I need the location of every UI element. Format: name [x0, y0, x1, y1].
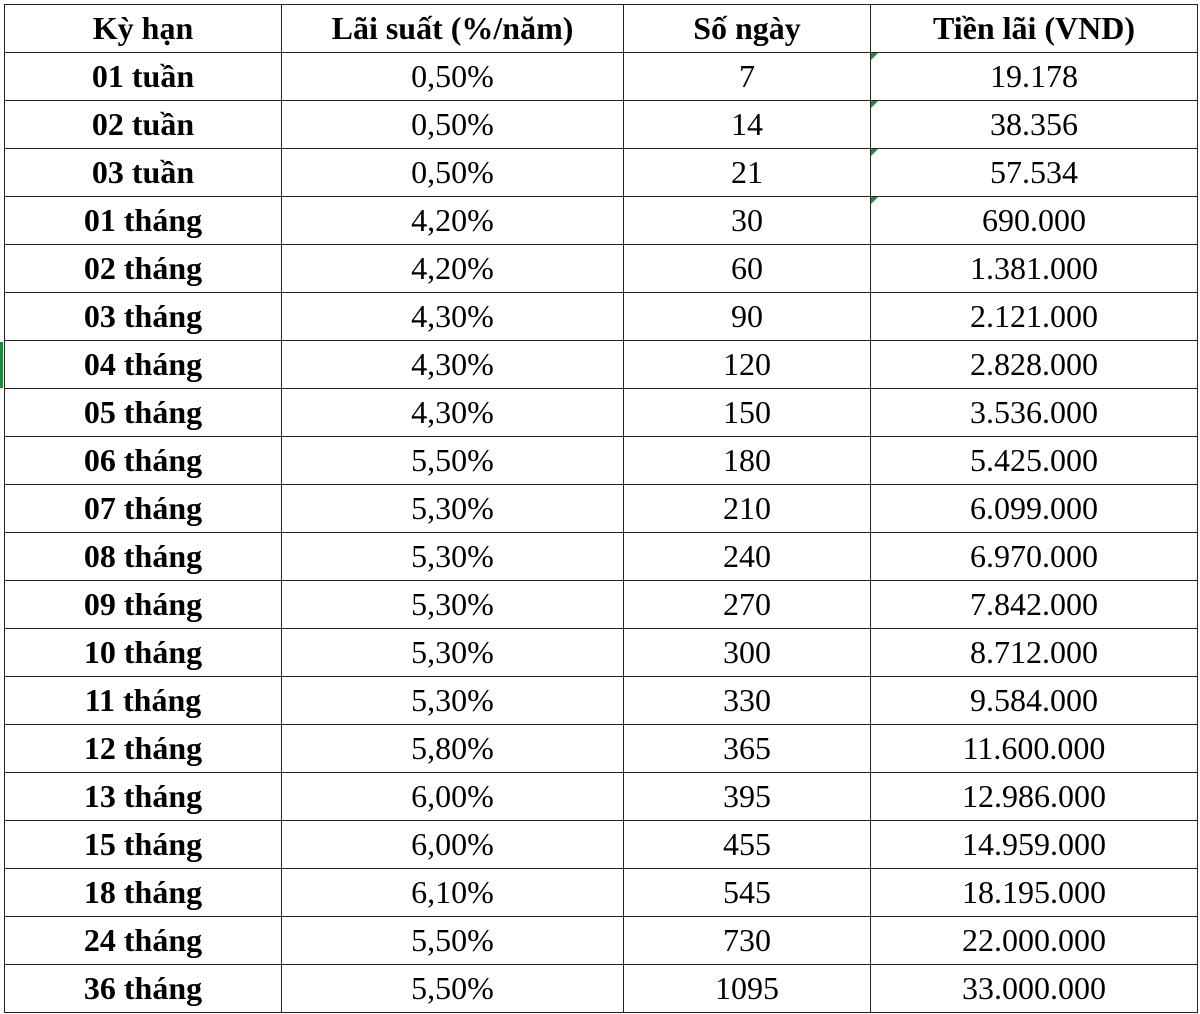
cell-interest[interactable] — [871, 341, 1198, 389]
cell-interest-text: 690.000 — [982, 202, 1086, 238]
cell-comment-marker-icon[interactable] — [871, 149, 878, 156]
cell-days-text: 395 — [723, 778, 771, 814]
cell-days-text: 1095 — [715, 970, 779, 1006]
cell-interest[interactable] — [871, 293, 1198, 341]
cell-interest-text: 6.970.000 — [970, 538, 1098, 574]
cell-interest-text: 18.195.000 — [962, 874, 1106, 910]
cell-days[interactable] — [624, 149, 871, 197]
cell-interest-text: 22.000.000 — [962, 922, 1106, 958]
cell-days[interactable] — [624, 917, 871, 965]
cell-term-text: 03 tháng — [83, 298, 203, 334]
cell-term[interactable] — [5, 293, 282, 341]
cell-term-text: 18 tháng — [83, 874, 203, 910]
cell-interest[interactable] — [871, 629, 1198, 677]
header-term[interactable]: Kỳ hạn — [5, 5, 282, 53]
cell-term-text: 05 tháng — [83, 394, 203, 430]
cell-rate[interactable] — [282, 533, 624, 581]
cell-term-text: 01 tuần — [91, 58, 195, 94]
cell-interest[interactable] — [871, 101, 1198, 149]
cell-term[interactable] — [5, 101, 282, 149]
cell-rate-text: 5,30% — [411, 682, 494, 718]
cell-interest[interactable] — [871, 245, 1198, 293]
cell-term-text: 07 tháng — [83, 490, 203, 526]
cell-rate[interactable] — [282, 629, 624, 677]
cell-days-text: 150 — [723, 394, 771, 430]
cell-days[interactable] — [624, 533, 871, 581]
cell-rate[interactable] — [282, 581, 624, 629]
cell-term-text: 02 tháng — [83, 250, 203, 286]
cell-rate-text: 5,80% — [411, 730, 494, 766]
cell-rate-text: 5,30% — [411, 586, 494, 622]
cell-rate[interactable] — [282, 725, 624, 773]
cell-days[interactable] — [624, 485, 871, 533]
cell-days-text: 240 — [723, 538, 771, 574]
cell-term[interactable] — [5, 581, 282, 629]
cell-rate-text: 6,10% — [411, 874, 494, 910]
cell-term-text: 11 tháng — [84, 682, 202, 718]
cell-term[interactable] — [5, 485, 282, 533]
cell-term-text: 01 tháng — [83, 202, 203, 238]
cell-days-text: 300 — [723, 634, 771, 670]
cell-term[interactable] — [5, 389, 282, 437]
cell-interest[interactable] — [871, 437, 1198, 485]
cell-days-text: 270 — [723, 586, 771, 622]
cell-interest-text: 14.959.000 — [962, 826, 1106, 862]
cell-interest[interactable] — [871, 725, 1198, 773]
cell-days[interactable] — [624, 245, 871, 293]
cell-rate[interactable] — [282, 149, 624, 197]
cell-days[interactable] — [624, 437, 871, 485]
cell-days[interactable] — [624, 197, 871, 245]
cell-days-text: 14 — [731, 106, 763, 142]
cell-comment-marker-icon[interactable] — [871, 197, 878, 204]
cell-days[interactable] — [624, 341, 871, 389]
cell-interest-text: 7.842.000 — [970, 586, 1098, 622]
cell-days[interactable] — [624, 53, 871, 101]
cell-rate[interactable] — [282, 341, 624, 389]
cell-term[interactable] — [5, 677, 282, 725]
cell-interest[interactable] — [871, 677, 1198, 725]
cell-days-text: 90 — [731, 298, 763, 334]
cell-days[interactable] — [624, 389, 871, 437]
cell-interest-text: 19.178 — [990, 58, 1078, 94]
cell-days-text: 7 — [739, 58, 755, 94]
cell-interest-text: 12.986.000 — [962, 778, 1106, 814]
cell-term[interactable] — [5, 533, 282, 581]
cell-interest[interactable] — [871, 917, 1198, 965]
table-row — [5, 293, 1198, 341]
cell-days-text: 330 — [723, 682, 771, 718]
table-row — [5, 485, 1198, 533]
cell-interest-text: 3.536.000 — [970, 394, 1098, 430]
cell-days-text: 545 — [723, 874, 771, 910]
cell-term[interactable] — [5, 149, 282, 197]
cell-rate[interactable] — [282, 917, 624, 965]
cell-interest-text: 6.099.000 — [970, 490, 1098, 526]
cell-days-text: 60 — [731, 250, 763, 286]
cell-interest-text: 57.534 — [990, 154, 1078, 190]
cell-days-text: 210 — [723, 490, 771, 526]
cell-rate[interactable] — [282, 101, 624, 149]
cell-term[interactable] — [5, 869, 282, 917]
cell-term[interactable] — [5, 629, 282, 677]
cell-rate[interactable] — [282, 677, 624, 725]
table-row — [5, 821, 1198, 869]
cell-term-text: 12 tháng — [83, 730, 203, 766]
cell-term[interactable] — [5, 437, 282, 485]
table-row — [5, 869, 1198, 917]
cell-days-text: 455 — [723, 826, 771, 862]
cell-term[interactable] — [5, 725, 282, 773]
cell-days[interactable] — [624, 821, 871, 869]
header-row — [5, 5, 1198, 53]
cell-days[interactable] — [624, 773, 871, 821]
cell-rate-text: 4,20% — [411, 250, 494, 286]
cell-term-text: 08 tháng — [83, 538, 203, 574]
table-row — [5, 725, 1198, 773]
cell-days[interactable] — [624, 869, 871, 917]
cell-days[interactable] — [624, 677, 871, 725]
cell-rate[interactable] — [282, 869, 624, 917]
interest-rate-table — [4, 4, 1198, 1013]
cell-rate-text: 5,30% — [411, 538, 494, 574]
cell-rate[interactable] — [282, 53, 624, 101]
table-row — [5, 341, 1198, 389]
cell-term-text: 15 tháng — [83, 826, 203, 862]
cell-days-text: 30 — [731, 202, 763, 238]
cell-rate-text: 4,20% — [411, 202, 494, 238]
cell-interest-text: 33.000.000 — [962, 970, 1106, 1006]
cell-interest-text: 2.828.000 — [970, 346, 1098, 382]
cell-interest[interactable] — [871, 53, 1198, 101]
cell-rate-text: 6,00% — [411, 778, 494, 814]
cell-interest-text: 2.121.000 — [970, 298, 1098, 334]
cell-comment-marker-icon[interactable] — [871, 101, 878, 108]
cell-rate-text: 0,50% — [411, 58, 494, 94]
cell-rate[interactable] — [282, 197, 624, 245]
cell-interest-text: 1.381.000 — [970, 250, 1098, 286]
cell-rate[interactable] — [282, 437, 624, 485]
cell-term[interactable] — [5, 773, 282, 821]
table-row — [5, 245, 1198, 293]
cell-days-text: 120 — [723, 346, 771, 382]
cell-rate-text: 4,30% — [411, 394, 494, 430]
cell-interest-text: 11.600.000 — [962, 730, 1106, 766]
cell-interest[interactable] — [871, 581, 1198, 629]
cell-days[interactable] — [624, 581, 871, 629]
cell-term[interactable] — [5, 53, 282, 101]
header-days[interactable]: Số ngày — [624, 5, 871, 53]
table-row — [5, 629, 1198, 677]
table-row — [5, 581, 1198, 629]
cell-term-text: 02 tuần — [91, 106, 195, 142]
cell-term[interactable] — [5, 197, 282, 245]
cell-interest-text: 5.425.000 — [970, 442, 1098, 478]
header-rate[interactable]: Lãi suất (%/năm) — [282, 5, 624, 53]
cell-days[interactable] — [624, 725, 871, 773]
cell-interest[interactable] — [871, 533, 1198, 581]
cell-term-text: 03 tuần — [91, 154, 195, 190]
cell-interest[interactable] — [871, 485, 1198, 533]
table-row — [5, 197, 1198, 245]
table-row — [5, 437, 1198, 485]
cell-rate[interactable] — [282, 485, 624, 533]
table-row — [5, 149, 1198, 197]
cell-days[interactable] — [624, 629, 871, 677]
cell-rate-text: 4,30% — [411, 298, 494, 334]
cell-interest[interactable] — [871, 821, 1198, 869]
cell-days-text: 365 — [723, 730, 771, 766]
table-row — [5, 533, 1198, 581]
cell-term-text: 06 tháng — [83, 442, 203, 478]
cell-days-text: 180 — [723, 442, 771, 478]
table-body — [5, 53, 1198, 1013]
cell-rate-text: 5,50% — [411, 922, 494, 958]
cell-rate[interactable] — [282, 773, 624, 821]
active-row-indicator — [0, 342, 3, 388]
cell-days-text: 21 — [731, 154, 763, 190]
cell-interest[interactable] — [871, 965, 1198, 1013]
cell-rate-text: 6,00% — [411, 826, 494, 862]
cell-rate-text: 5,30% — [411, 634, 494, 670]
cell-days[interactable] — [624, 965, 871, 1013]
cell-rate[interactable] — [282, 965, 624, 1013]
cell-days[interactable] — [624, 293, 871, 341]
cell-comment-marker-icon[interactable] — [871, 53, 878, 60]
table-row — [5, 53, 1198, 101]
cell-interest[interactable] — [871, 389, 1198, 437]
cell-days[interactable] — [624, 101, 871, 149]
table-row — [5, 773, 1198, 821]
cell-term[interactable] — [5, 245, 282, 293]
cell-term-text: 36 tháng — [83, 970, 203, 1006]
cell-rate-text: 5,50% — [411, 442, 494, 478]
cell-term[interactable] — [5, 341, 282, 389]
table-row — [5, 389, 1198, 437]
cell-term[interactable] — [5, 965, 282, 1013]
table-row — [5, 677, 1198, 725]
cell-rate-text: 5,30% — [411, 490, 494, 526]
cell-term[interactable] — [5, 821, 282, 869]
cell-rate-text: 0,50% — [411, 154, 494, 190]
cell-rate-text: 0,50% — [411, 106, 494, 142]
cell-interest[interactable] — [871, 773, 1198, 821]
cell-interest[interactable] — [871, 197, 1198, 245]
cell-rate[interactable] — [282, 245, 624, 293]
cell-interest-text: 8.712.000 — [970, 634, 1098, 670]
cell-interest[interactable] — [871, 149, 1198, 197]
cell-interest[interactable] — [871, 869, 1198, 917]
header-interest[interactable]: Tiền lãi (VND) — [871, 5, 1198, 53]
table-row — [5, 917, 1198, 965]
cell-rate[interactable] — [282, 293, 624, 341]
cell-interest-text: 9.584.000 — [970, 682, 1098, 718]
cell-term-text: 04 tháng — [83, 346, 203, 382]
cell-term-text: 13 tháng — [83, 778, 203, 814]
cell-term[interactable] — [5, 917, 282, 965]
cell-term-text: 10 tháng — [83, 634, 203, 670]
cell-rate[interactable] — [282, 821, 624, 869]
cell-term-text: 09 tháng — [83, 586, 203, 622]
cell-rate-text: 4,30% — [411, 346, 494, 382]
cell-term-text: 24 tháng — [83, 922, 203, 958]
cell-rate-text: 5,50% — [411, 970, 494, 1006]
table-row — [5, 101, 1198, 149]
cell-interest-text: 38.356 — [990, 106, 1078, 142]
table-row — [5, 965, 1198, 1013]
cell-days-text: 730 — [723, 922, 771, 958]
cell-rate[interactable] — [282, 389, 624, 437]
